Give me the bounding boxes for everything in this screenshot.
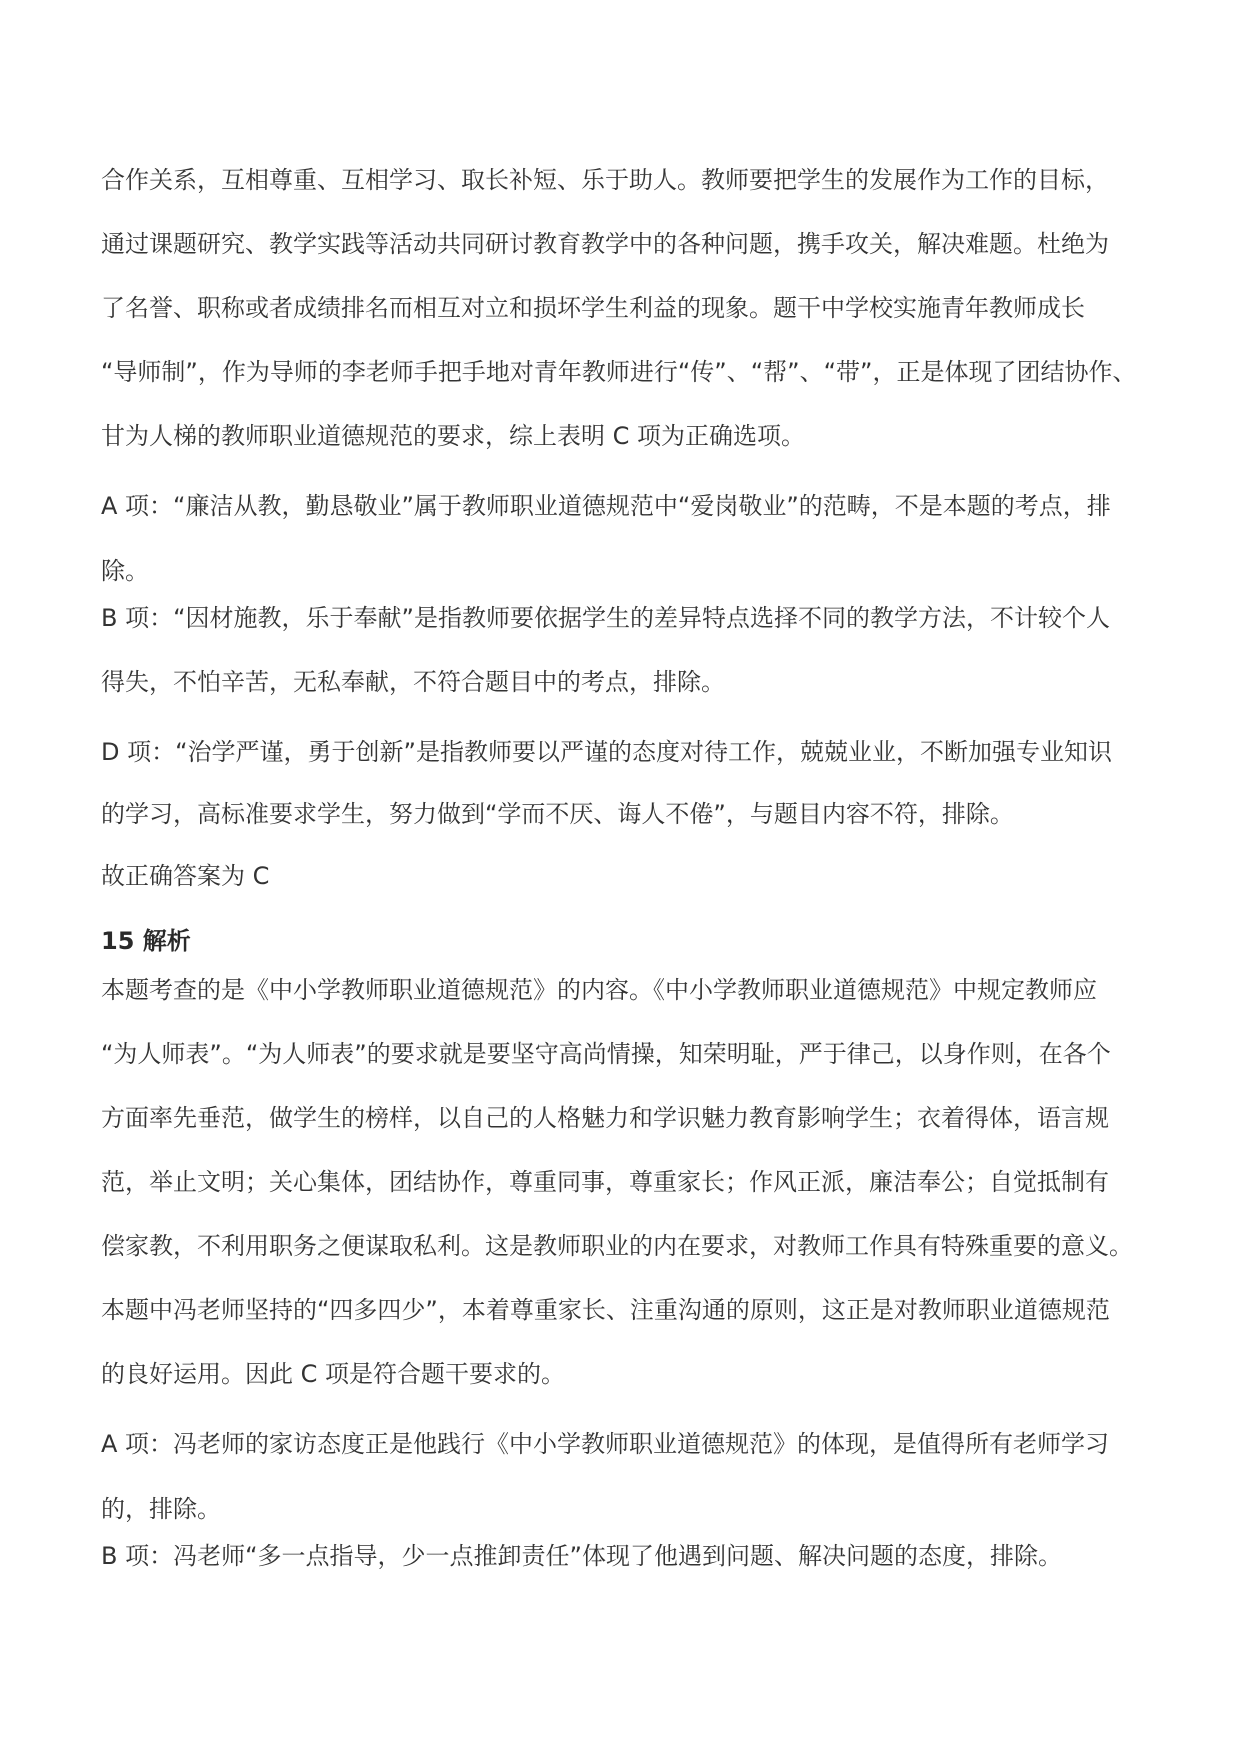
text-line: 的，排除。 bbox=[101, 1495, 221, 1523]
option-b-explanation: B 项：“因材施教，乐于奉献”是指教师要依据学生的差异特点选择不同的教学方法，不计较个人 bbox=[101, 604, 1110, 632]
text-line: 合作关系，互相尊重、互相学习、取长补短、乐于助人。教师要把学生的发展作为工作的目标， bbox=[101, 166, 1109, 194]
option-d-explanation: D 项：“治学严谨，勇于创新”是指教师要以严谨的态度对待工作，兢兢业业，不断加强专业知识 bbox=[101, 738, 1112, 766]
section-heading: 15 解析 bbox=[101, 927, 191, 955]
text-line: “为人师表”。“为人师表”的要求就是要坚守高尚情操，知荣明耻，严于律己，以身作则，在各个 bbox=[101, 1040, 1111, 1068]
text-line: 甘为人梯的教师职业道德规范的要求，综上表明 C 项为正确选项。 bbox=[101, 422, 806, 450]
text-line: “导师制”，作为导师的李老师手把手地对青年教师进行“传”、“帮”、“带”，正是体现了团结协作、 bbox=[101, 358, 1137, 386]
option-a-explanation: A 项：“廉洁从教，勤恳敬业”属于教师职业道德规范中“爱岗敬业”的范畴，不是本题的考点，排 bbox=[101, 492, 1111, 520]
option-a-explanation: A 项：冯老师的家访态度正是他践行《中小学教师职业道德规范》的体现，是值得所有老师学习 bbox=[101, 1430, 1110, 1458]
text-line: 本题考查的是《中小学教师职业道德规范》的内容。《中小学教师职业道德规范》中规定教师应 bbox=[101, 976, 1097, 1004]
text-line: 偿家教，不利用职务之便谋取私利。这是教师职业的内在要求，对教师工作具有特殊重要的意义。 bbox=[101, 1232, 1133, 1260]
option-b-explanation: B 项：冯老师“多一点指导，少一点推卸责任”体现了他遇到问题、解决问题的态度，排除。 bbox=[101, 1542, 1062, 1570]
text-line: 的良好运用。因此 C 项是符合题干要求的。 bbox=[101, 1360, 566, 1388]
answer-line: 故正确答案为 C bbox=[101, 862, 270, 890]
text-line: 得失，不怕辛苦，无私奉献，不符合题目中的考点，排除。 bbox=[101, 668, 725, 696]
text-line: 的学习，高标准要求学生，努力做到“学而不厌、诲人不倦”，与题目内容不符，排除。 bbox=[101, 800, 1014, 828]
text-line: 除。 bbox=[101, 557, 149, 585]
text-line: 通过课题研究、教学实践等活动共同研讨教育教学中的各种问题，携手攻关，解决难题。杜绝为 bbox=[101, 230, 1109, 258]
text-line: 方面率先垂范，做学生的榜样，以自己的人格魅力和学识魅力教育影响学生；衣着得体，语言规 bbox=[101, 1104, 1109, 1132]
text-line: 范，举止文明；关心集体，团结协作，尊重同事，尊重家长；作风正派，廉洁奉公；自觉抵制有 bbox=[101, 1168, 1109, 1196]
text-line: 了名誉、职称或者成绩排名而相互对立和损坏学生利益的现象。题干中学校实施青年教师成长 bbox=[101, 294, 1085, 322]
text-line: 本题中冯老师坚持的“四多四少”，本着尊重家长、注重沟通的原则，这正是对教师职业道德规范 bbox=[101, 1296, 1110, 1324]
